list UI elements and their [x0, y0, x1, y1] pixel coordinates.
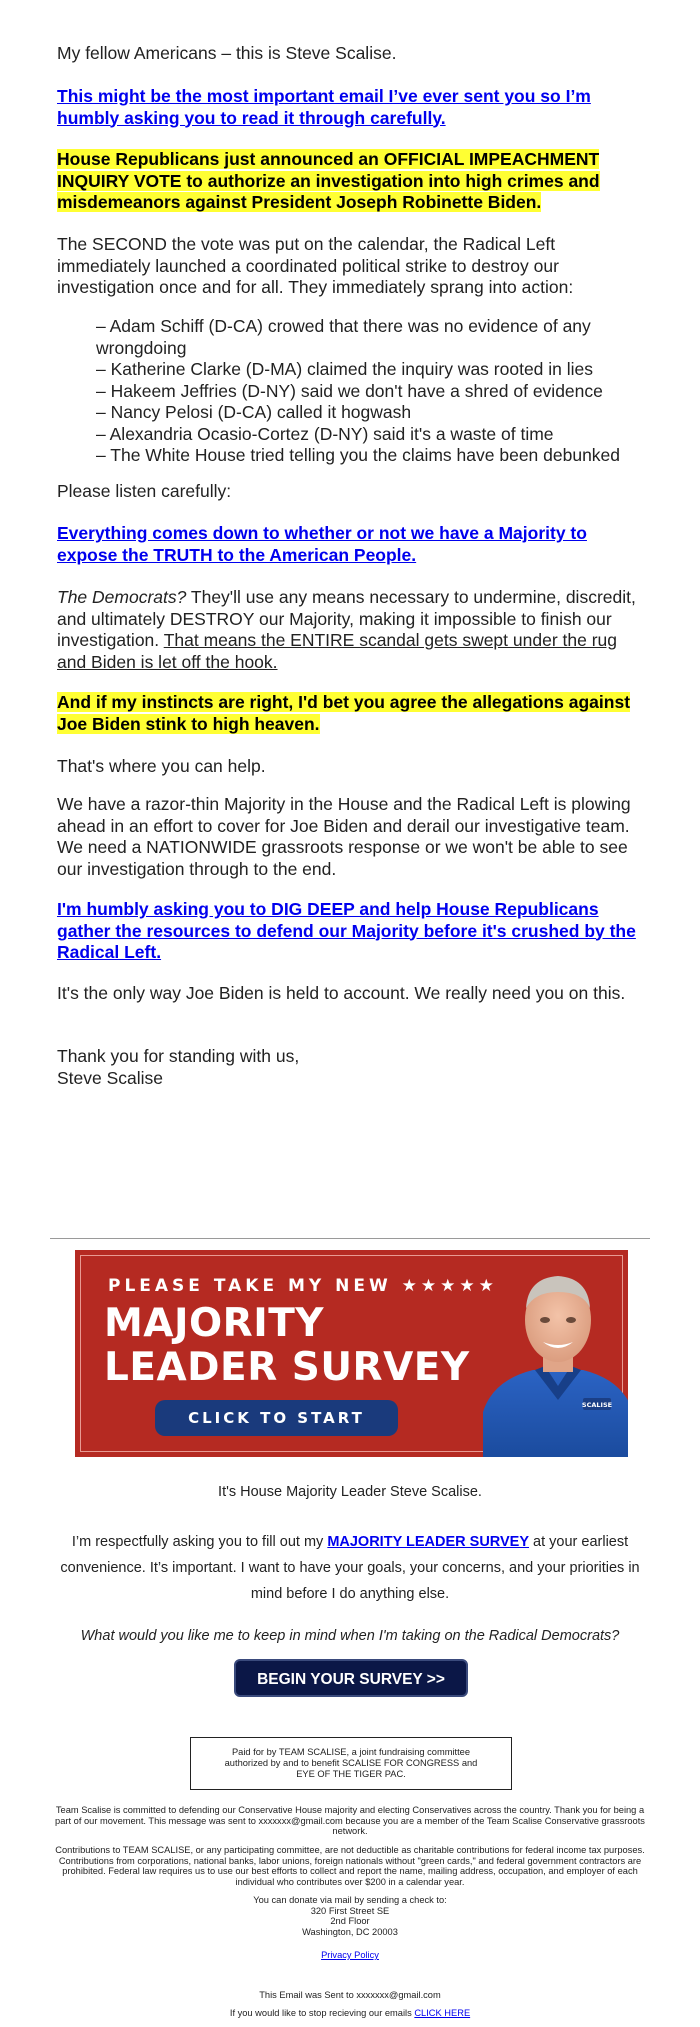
survey-ask-before: I’m respectfully asking you to fill out my — [71, 1534, 328, 1550]
list-item: – Adam Schiff (D-CA) crowed that there was no evidence of any wrongdoing — [96, 316, 591, 358]
signoff-text: Thank you for standing with us, — [57, 1046, 300, 1066]
begin-survey-button[interactable]: BEGIN YOUR SURVEY >> — [234, 1659, 468, 1697]
mail-address-block — [50, 1895, 650, 1937]
razor-thin-paragraph: We have a razor-thin Majority in the House and the Radical Left is plowing ahead in an effort to cover for Joe Biden and derail our investigative team. We need a NATIONWIDE grassroots response or we won't be able to see our investigation through to the end. — [57, 794, 631, 879]
list-item: – Nancy Pelosi (D-CA) called it hogwash — [96, 402, 412, 422]
address-line-3: Washington, DC 20003 — [302, 1926, 398, 1937]
steve-scalise-photo — [483, 1262, 628, 1457]
banner-start-button[interactable]: CLICK TO START — [155, 1400, 398, 1436]
listen-paragraph: Please listen carefully: — [57, 481, 232, 501]
majority-paragraph — [57, 523, 647, 566]
unsubscribe-link[interactable]: CLICK HERE — [414, 2008, 471, 2018]
sent-to-text: This Email was Sent to xxxxxxx@gmail.com — [259, 1990, 441, 2000]
radical-left-paragraph: The SECOND the vote was put on the calendar, the Radical Left immediately launched a coordinated political strike to destroy our investigation once and for all. They immediately sprang into action: — [57, 234, 574, 297]
mail-intro: You can donate via mail by sending a check to: — [253, 1895, 447, 1905]
shirt-logo: SCALISE — [581, 1401, 613, 1409]
contributions-text: Contributions to TEAM SCALISE, or any participating committee, are not deductible as charitable contributions for federal income tax purposes. Contributions from corporations, national banks, labor unions, foreign nationals without "green cards," and federal government contractors are prohibited. Federal law requires us to use our best efforts to collect and report the name, mailing address, occupation, and employer of each individual who contributes over $200 in a calendar year. — [55, 1845, 645, 1887]
account-paragraph: It's the only way Joe Biden is held to account. We really need you on this. — [57, 983, 626, 1003]
instincts-highlight: And if my instincts are right, I'd bet you agree the allegations against Joe Biden stink to high heaven. — [57, 692, 631, 734]
banner-title-line-2: LEADER SURVEY — [104, 1345, 470, 1390]
list-item: – Katherine Clarke (D-MA) claimed the inquiry was rooted in lies — [96, 359, 594, 379]
address-line-2: 2nd Floor — [330, 1916, 370, 1926]
survey-link[interactable]: MAJORITY LEADER SURVEY — [327, 1534, 530, 1550]
list-item: – Hakeem Jeffries (D-NY) said we don't have a shred of evidence — [96, 380, 603, 401]
survey-ask-after: at your earliest convenience. It’s important. I want to have your goals, your concerns, and your priorities in mind before I do anything else. — [60, 1534, 640, 1602]
democrats-lead: The Democrats? — [57, 587, 187, 607]
committed-text: Team Scalise is committed to defending our Conservative House majority and electing Conservatives across the country. Thank you for being a part of our movement. This message was sent to xxxxxxx@gmail.com because you are a member of the Team Scalise Conservative grassroots network. — [55, 1805, 645, 1836]
unsubscribe-text: If you would like to stop recieving our emails — [229, 2008, 415, 2018]
signature: Steve Scalise — [57, 1067, 164, 1088]
greeting: My fellow Americans – this is Steve Scalise. — [57, 43, 397, 63]
banner-title-line-1: MAJORITY — [104, 1301, 325, 1346]
survey-question: What would you like me to keep in mind when I'm taking on the Radical Democrats? — [80, 1628, 620, 1644]
divider — [50, 1238, 650, 1239]
help-paragraph: That's where you can help. — [57, 756, 266, 776]
list-item: – The White House tried telling you the claims have been debunked — [96, 445, 621, 465]
instincts-paragraph — [57, 692, 647, 735]
majority-link[interactable]: Everything comes down to whether or not we have a Majority to expose the TRUTH to the American People. — [57, 523, 587, 565]
survey-banner[interactable] — [75, 1250, 628, 1457]
signoff — [57, 1046, 299, 1089]
address-line-1: 320 First Street SE — [310, 1905, 390, 1916]
survey-intro: It's House Majority Leader Steve Scalise. — [218, 1484, 482, 1500]
privacy-row — [50, 1950, 650, 1961]
democrats-text: They'll use any means necessary to undermine, discredit, and ultimately DESTROY our Majority, making it impossible to finish our investigation. — [57, 587, 636, 650]
dig-deep-link[interactable]: I'm humbly asking you to DIG DEEP and help House Republicans gather the resources to defend our Majority before it's crushed by the Radical Left. — [57, 899, 636, 962]
impeachment-highlight: House Republicans just announced an OFFICIAL IMPEACHMENT INQUIRY VOTE to authorize an investigation into high crimes and misdemeanors against President Joseph Robinette Biden. — [57, 149, 600, 212]
list-item: – Alexandria Ocasio-Cortez (D-NY) said it's a waste of time — [96, 423, 554, 444]
headline-link[interactable]: This might be the most important email I’ve ever sent you so I’m humbly asking you to read it through carefully. — [57, 86, 591, 128]
privacy-policy-link[interactable]: Privacy Policy — [321, 1950, 379, 1960]
democrats-paragraph — [57, 587, 647, 673]
survey-ask — [50, 1529, 650, 1607]
democrat-quotes-list — [57, 316, 647, 467]
impeachment-paragraph — [57, 149, 647, 214]
dig-deep-paragraph — [57, 899, 647, 964]
scandal-underline: That means the ENTIRE scandal gets swept under the rug and Biden is let off the hook. — [57, 630, 617, 672]
banner-top-line: PLEASE TAKE MY NEW ★★★★★ — [108, 1276, 498, 1296]
headline-paragraph — [57, 86, 647, 129]
unsubscribe-row — [50, 2008, 650, 2019]
paid-for-box: Paid for by TEAM SCALISE, a joint fundraising committee authorized by and to benefit SCALISE FOR CONGRESS and EYE OF THE TIGER PAC. — [190, 1737, 512, 1790]
